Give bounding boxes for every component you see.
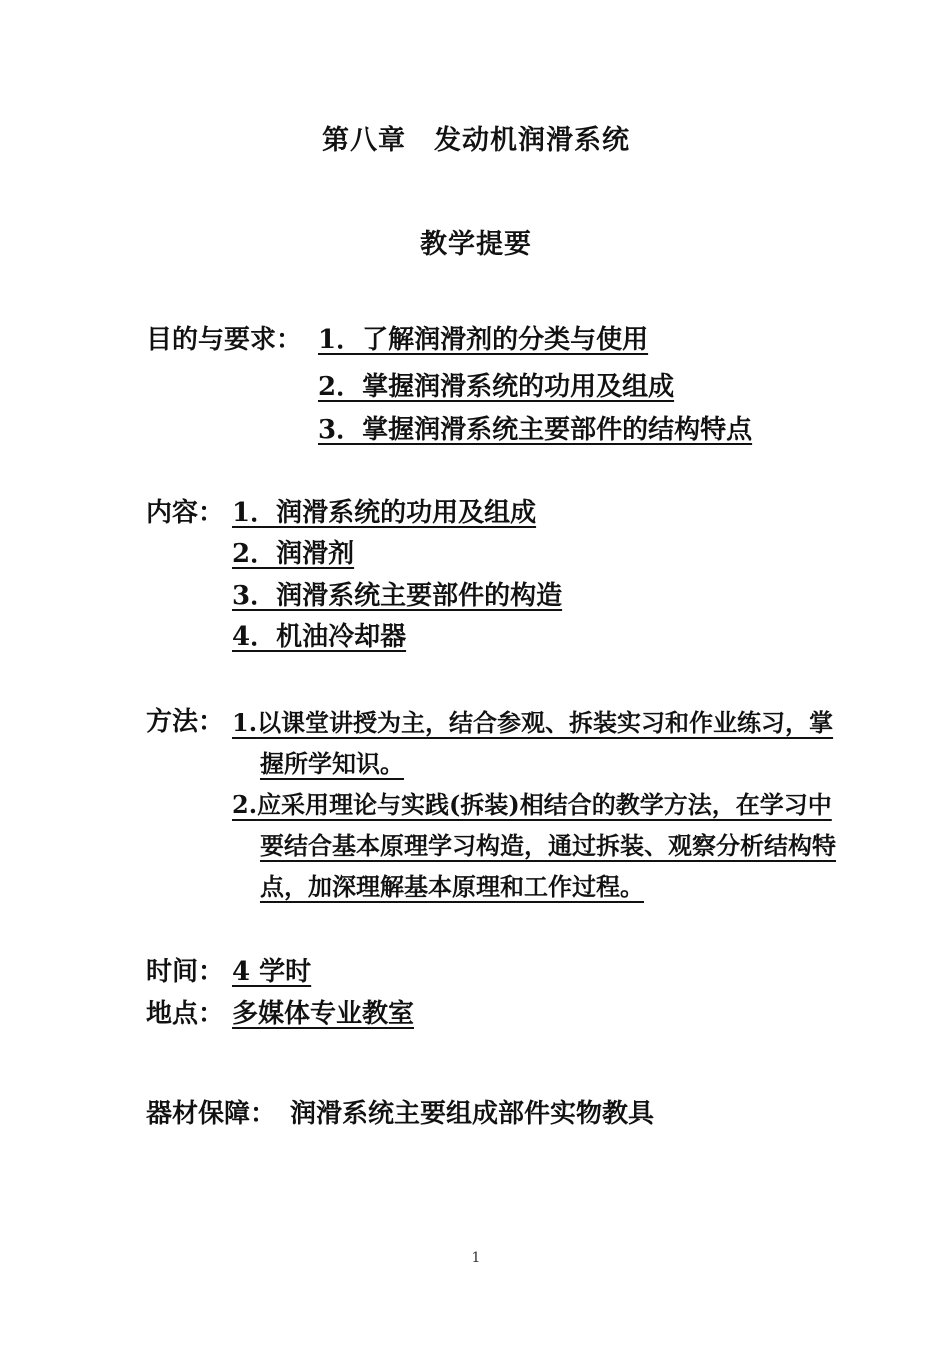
section-title: 教学提要 bbox=[420, 229, 532, 260]
methods-label: 方法： bbox=[146, 707, 225, 737]
location-label: 地点： bbox=[146, 999, 225, 1029]
time-value: 4 学时 bbox=[232, 957, 312, 987]
chapter-title: 第八章 发动机润滑系统 bbox=[322, 125, 630, 156]
equipment-label: 器材保障： bbox=[146, 1099, 277, 1129]
method-item-1 bbox=[232, 702, 840, 784]
method-item-1-text: 以课堂讲授为主，结合参观、拆装实习和作业练习，掌握所学知识。 bbox=[257, 708, 834, 778]
content-item-2: 2．润滑剂 bbox=[232, 539, 355, 569]
objectives-label: 目的与要求： bbox=[146, 325, 303, 355]
content-item-1: 1．润滑系统的功用及组成 bbox=[232, 498, 537, 528]
objective-item-2: 2．掌握润滑系统的功用及组成 bbox=[318, 372, 675, 402]
content-label: 内容： bbox=[146, 498, 225, 528]
method-item-2-text: 应采用理论与实践(拆装)相结合的教学方法，在学习中要结合基本原理学习构造，通过拆装、观察分析结构特点，加深理解基本原理和工作过程。 bbox=[257, 790, 836, 901]
method-item-2 bbox=[232, 784, 840, 907]
content-item-4: 4．机油冷却器 bbox=[232, 622, 407, 652]
page-number: 1 bbox=[471, 1250, 481, 1266]
objective-item-1: 1．了解润滑剂的分类与使用 bbox=[318, 325, 649, 355]
equipment-value: 润滑系统主要组成部件实物教具 bbox=[290, 1099, 655, 1129]
objective-item-3: 3．掌握润滑系统主要部件的结构特点 bbox=[318, 415, 753, 445]
method-item-1-num: 1. bbox=[232, 708, 258, 737]
location-value: 多媒体专业教室 bbox=[232, 999, 415, 1029]
content-item-3: 3．润滑系统主要部件的构造 bbox=[232, 581, 563, 611]
method-item-2-num: 2. bbox=[232, 790, 258, 819]
time-label: 时间： bbox=[146, 957, 225, 987]
